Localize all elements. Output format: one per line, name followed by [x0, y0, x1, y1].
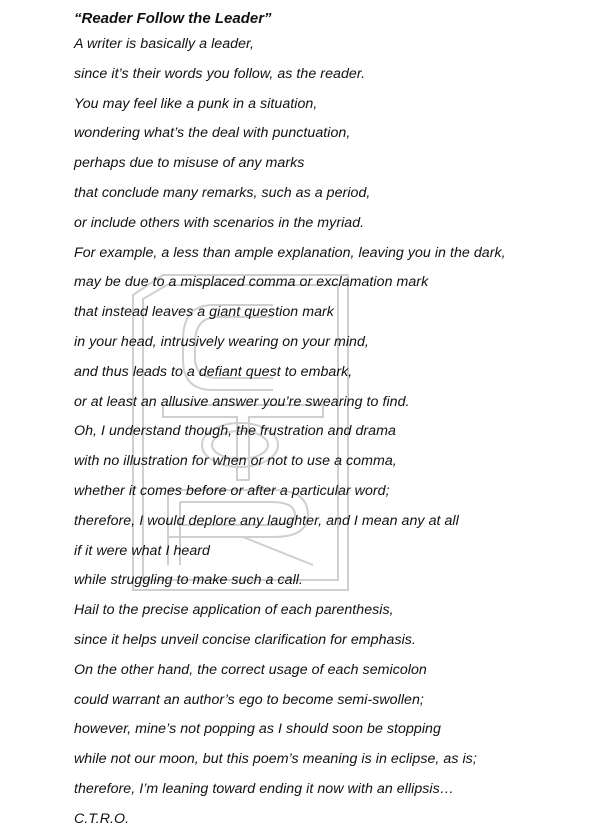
- poem-line: therefore, I’m leaning toward ending it now with an ellipsis…: [74, 780, 455, 797]
- poem-line: wondering what’s the deal with punctuation,: [74, 125, 351, 142]
- poem-title: “Reader Follow the Leader”: [74, 10, 272, 27]
- poem-line: that instead leaves a giant question mark: [74, 304, 334, 321]
- poem-line: and thus leads to a defiant quest to embark,: [74, 363, 353, 380]
- poem-line: On the other hand, the correct usage of each semicolon: [74, 661, 427, 678]
- poem-line: A writer is basically a leader,: [74, 36, 255, 52]
- poem-line: whether it comes before or after a particular word;: [74, 482, 390, 499]
- poem-line: if it were what I heard: [74, 542, 210, 559]
- poem-lines: [74, 30, 594, 835]
- poem-line: or include others with scenarios in the myriad.: [74, 214, 365, 231]
- poem-line: therefore, I would deplore any laughter, and I mean any at all: [74, 512, 459, 529]
- poem-line: perhaps due to misuse of any marks: [74, 155, 305, 172]
- poem-line: since it’s their words you follow, as the reader.: [74, 65, 366, 82]
- poem-line: or at least an allusive answer you’re swearing to find.: [74, 393, 410, 410]
- poem-line: Oh, I understand though, the frustration and drama: [74, 423, 396, 440]
- poem-line: since it helps unveil concise clarification for emphasis.: [74, 631, 416, 648]
- poem-line: however, mine’s not popping as I should soon be stopping: [74, 721, 441, 738]
- poem-line: with no illustration for when or not to use a comma,: [74, 453, 397, 470]
- poem-line: may be due to a misplaced comma or exclamation mark: [74, 274, 429, 291]
- poem-line: in your head, intrusively wearing on your mind,: [74, 333, 369, 350]
- poem-line: Hail to the precise application of each parenthesis,: [74, 602, 394, 619]
- poem: [74, 8, 594, 835]
- poem-line: while struggling to make such a call.: [74, 572, 303, 589]
- poem-signature: C.T.R.O.: [74, 810, 130, 827]
- poem-line: that conclude many remarks, such as a period,: [74, 184, 371, 201]
- poem-line: could warrant an author’s ego to become semi-swollen;: [74, 691, 424, 708]
- poem-line: For example, a less than ample explanation, leaving you in the dark,: [74, 244, 506, 261]
- poem-line: while not our moon, but this poem’s meaning is in eclipse, as is;: [74, 751, 477, 768]
- poem-line: You may feel like a punk in a situation,: [74, 95, 318, 112]
